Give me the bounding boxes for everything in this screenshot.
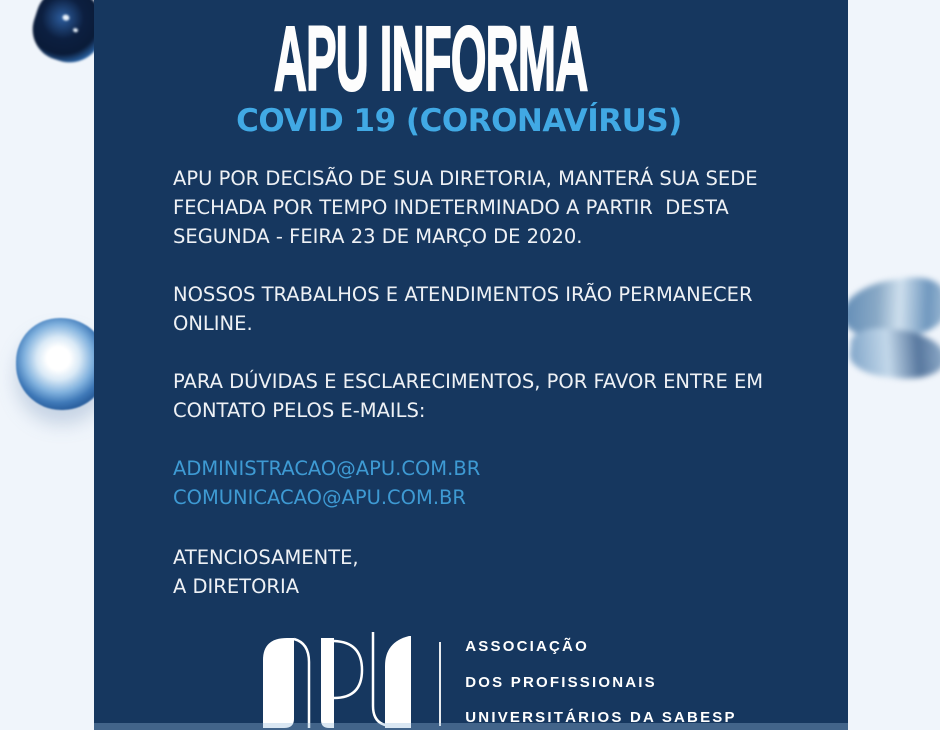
paragraph-closure-notice: [173, 164, 848, 251]
email-administracao: ADMINISTRACAO@APU.COM.BR: [173, 457, 481, 480]
signature-line: ATENCIOSAMENTE,: [173, 546, 359, 569]
subtitle-row: [82, 102, 836, 140]
splash-blob: [848, 325, 940, 383]
body-text: [173, 164, 848, 601]
paragraph-line: PARA DÚVIDAS E ESCLARECIMENTOS, POR FAVOR ENTRE EM: [173, 370, 764, 393]
signature-block: [173, 543, 848, 601]
footer-logo: [122, 626, 876, 730]
paragraph-line: APU POR DECISÃO DE SUA DIRETORIA, MANTERÁ SUA SEDE: [173, 167, 758, 190]
bottom-photo-band: [94, 723, 848, 730]
apu-logo-icon: [261, 630, 413, 728]
paragraph-contact-notice: [173, 367, 848, 425]
signature-line: A DIRETORIA: [173, 575, 300, 598]
paragraph-line: FECHADA POR TEMPO INDETERMINADO A PARTIR DESTA: [173, 196, 729, 219]
organization-name: [465, 638, 736, 726]
title-row: [54, 8, 808, 110]
org-line: ASSOCIAÇÃO: [465, 638, 589, 655]
paragraph-line: NOSSOS TRABALHOS E ATENDIMENTOS IRÃO PERMANECER: [173, 283, 753, 306]
announcement-panel: [94, 0, 848, 730]
email-comunicacao: COMUNICACAO@APU.COM.BR: [173, 486, 466, 509]
org-line: UNIVERSITÁRIOS DA SABESP: [465, 709, 737, 726]
paragraph-line: ONLINE.: [173, 312, 253, 335]
logo-divider: [439, 642, 441, 726]
page-subtitle: COVID 19 (CORONAVÍRUS): [236, 103, 682, 139]
email-list: [173, 454, 848, 512]
water-splash-right: [842, 272, 940, 404]
paragraph-line: CONTATO PELOS E-MAILS:: [173, 399, 426, 422]
paragraph-online-notice: [173, 280, 848, 338]
page-title: APU INFORMA: [274, 8, 588, 110]
paragraph-line: SEGUNDA - FEIRA 23 DE MARÇO DE 2020.: [173, 225, 583, 248]
org-line: DOS PROFISSIONAIS: [465, 673, 657, 691]
